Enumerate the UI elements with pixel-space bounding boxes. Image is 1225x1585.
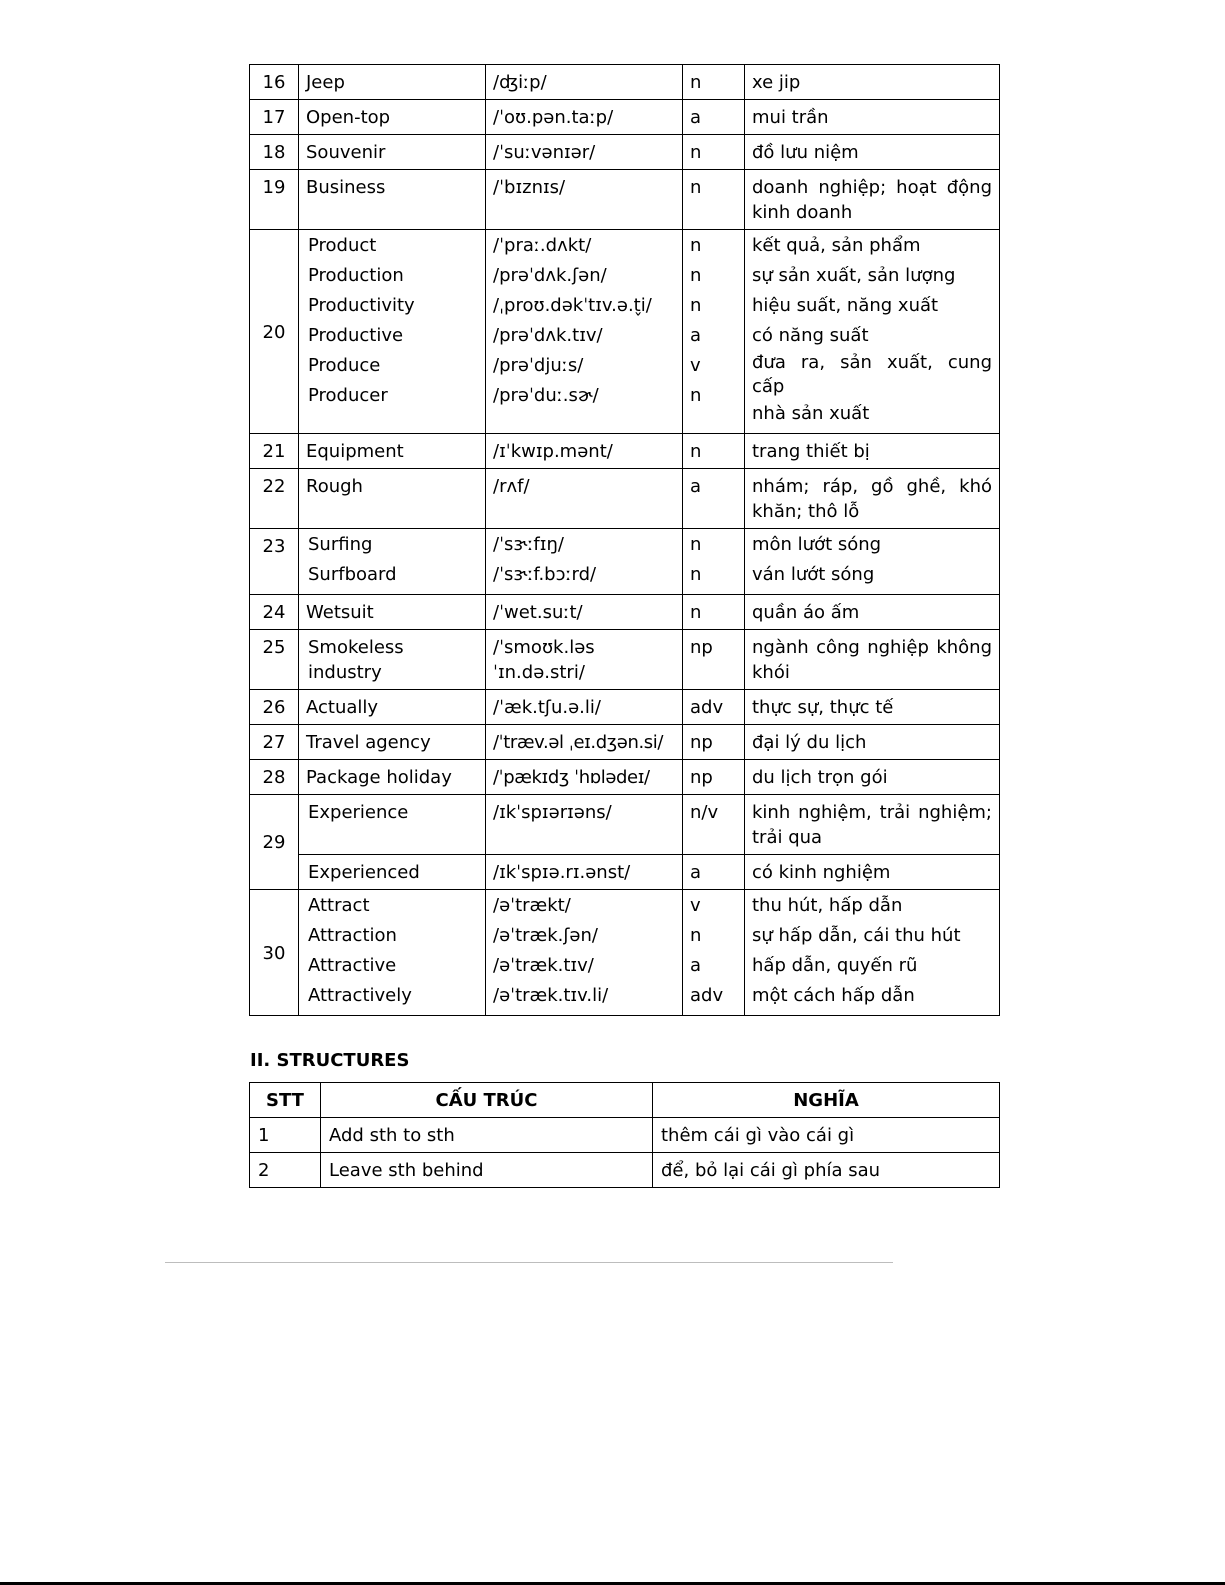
table-row (250, 434, 1000, 469)
stt: 1 (250, 1118, 321, 1153)
word: Attractively (308, 985, 412, 1006)
word: Rough (299, 469, 486, 529)
stt: 2 (250, 1153, 321, 1188)
row-number: 28 (250, 760, 299, 795)
word: Productivity (308, 295, 415, 316)
ipa: /ˈoʊ.pən.taːp/ (486, 100, 683, 135)
row-number: 19 (250, 170, 299, 230)
meaning: thu hút, hấp dẫn (752, 895, 903, 916)
word: Package holiday (299, 760, 486, 795)
meaning: nhà sản xuất (752, 403, 870, 424)
row-number: 18 (250, 135, 299, 170)
structures-table (249, 1082, 1000, 1188)
word: Business (299, 170, 486, 230)
part-of-speech: a (690, 955, 702, 976)
ipa: /ˈbɪznɪs/ (486, 170, 683, 230)
part-of-speech: a (683, 469, 745, 529)
word: Experienced (299, 855, 486, 890)
part-of-speech: v (690, 895, 701, 916)
ipa: /prəˈdʌk.ʃən/ (493, 265, 607, 286)
meaning: xe jip (745, 65, 1000, 100)
ipa: /ˈpækɪdʒ ˈhɒlədeɪ/ (486, 760, 683, 795)
ipa: /ˈsuːvənɪər/ (486, 135, 683, 170)
word: Productive (308, 325, 404, 346)
word: Equipment (299, 434, 486, 469)
table-row (250, 890, 1000, 1016)
table-row (250, 230, 1000, 434)
ipa: /prəˈdjuːs/ (493, 355, 584, 376)
ipa: /ˈpraː.dʌkt/ (493, 235, 592, 256)
part-of-speech: a (683, 100, 745, 135)
word: Producer (308, 385, 388, 406)
ipa: /ɪˈkwɪp.mənt/ (486, 434, 683, 469)
pos-list (683, 529, 745, 595)
word: Surfing (308, 534, 373, 555)
word: Smokeless industry (299, 630, 486, 690)
part-of-speech: n (690, 385, 702, 406)
table-row (250, 65, 1000, 100)
meaning: mui trần (745, 100, 1000, 135)
ipa-list (486, 890, 683, 1016)
ipa: /ˌproʊ.dəkˈtɪv.ə.t̬i/ (493, 295, 652, 316)
word: Production (308, 265, 404, 286)
meaning: đưa ra, sản xuất, cung cấp (752, 352, 992, 397)
row-number: 26 (250, 690, 299, 725)
meaning-list (745, 529, 1000, 595)
header-row (250, 1083, 1000, 1118)
table-row (250, 469, 1000, 529)
ipa: /ˈæk.tʃu.ə.li/ (486, 690, 683, 725)
table-row (250, 529, 1000, 595)
word: Surfboard (308, 564, 397, 585)
word: Souvenir (299, 135, 486, 170)
meaning: trang thiết bị (745, 434, 1000, 469)
part-of-speech: n (683, 65, 745, 100)
row-number: 20 (250, 230, 299, 434)
meaning: môn lướt sóng (752, 534, 882, 555)
table-row (250, 690, 1000, 725)
part-of-speech: np (683, 725, 745, 760)
meaning: ngành công nghiệp không khói (745, 630, 1000, 690)
ipa-list (486, 230, 683, 434)
part-of-speech: n (683, 434, 745, 469)
word: Attractive (308, 955, 397, 976)
word: Travel agency (299, 725, 486, 760)
part-of-speech: n (690, 534, 702, 555)
meaning: để, bỏ lại cái gì phía sau (653, 1153, 1000, 1188)
part-of-speech: v (690, 355, 701, 376)
row-number: 21 (250, 434, 299, 469)
table-row (250, 595, 1000, 630)
meaning: đồ lưu niệm (745, 135, 1000, 170)
meaning: du lịch trọn gói (745, 760, 1000, 795)
column-header: NGHĨA (653, 1083, 1000, 1118)
meaning: một cách hấp dẫn (752, 985, 915, 1006)
word: Actually (299, 690, 486, 725)
ipa: /rʌf/ (486, 469, 683, 529)
meaning-list (745, 230, 1000, 434)
part-of-speech: a (690, 325, 702, 346)
meaning: có năng suất (752, 325, 869, 346)
part-of-speech: adv (690, 985, 724, 1006)
word: Produce (308, 355, 381, 376)
word-list (299, 230, 486, 434)
meaning: có kinh nghiệm (745, 855, 1000, 890)
structure: Add sth to sth (321, 1118, 653, 1153)
ipa: /prəˈduː.sɚ/ (493, 385, 599, 406)
footer-divider (165, 1262, 893, 1263)
ipa: /əˈtrækt/ (493, 895, 571, 916)
part-of-speech: n (690, 265, 702, 286)
part-of-speech: n (683, 595, 745, 630)
ipa: /ɪkˈspɪə.rɪ.ənst/ (486, 855, 683, 890)
word: Attraction (308, 925, 397, 946)
word: Open-top (299, 100, 486, 135)
row-number: 24 (250, 595, 299, 630)
column-header: STT (250, 1083, 321, 1118)
ipa: /əˈtræk.ʃən/ (493, 925, 598, 946)
row-number: 27 (250, 725, 299, 760)
row-number: 17 (250, 100, 299, 135)
row-number: 29 (250, 795, 299, 890)
meaning: doanh nghiệp; hoạt động kinh doanh (745, 170, 1000, 230)
ipa: /əˈtræk.tɪv/ (493, 955, 594, 976)
part-of-speech: adv (683, 690, 745, 725)
meaning: hấp dẫn, quyến rũ (752, 955, 918, 976)
table-row (250, 630, 1000, 690)
table-row (250, 725, 1000, 760)
ipa-list (486, 529, 683, 595)
section-heading: II. STRUCTURES (250, 1050, 410, 1071)
word: Wetsuit (299, 595, 486, 630)
ipa: /əˈtræk.tɪv.li/ (493, 985, 609, 1006)
meaning: thêm cái gì vào cái gì (653, 1118, 1000, 1153)
column-header: CẤU TRÚC (321, 1083, 653, 1118)
ipa: /ʤiːp/ (486, 65, 683, 100)
part-of-speech: a (683, 855, 745, 890)
meaning: hiệu suất, năng xuất (752, 295, 939, 316)
row-number: 16 (250, 65, 299, 100)
table-row (250, 855, 1000, 890)
meaning: kinh nghiệm, trải nghiệm; trải qua (745, 795, 1000, 855)
meaning: nhám; ráp, gồ ghề, khó khăn; thô lỗ (745, 469, 1000, 529)
word: Attract (308, 895, 370, 916)
pos-list (683, 890, 745, 1016)
pos-list (683, 230, 745, 434)
table-row (250, 1153, 1000, 1188)
meaning: quần áo ấm (745, 595, 1000, 630)
word: Product (308, 235, 377, 256)
ipa: /prəˈdʌk.tɪv/ (493, 325, 603, 346)
word: Jeep (299, 65, 486, 100)
structure: Leave sth behind (321, 1153, 653, 1188)
meaning: kết quả, sản phẩm (752, 235, 921, 256)
word-list (299, 529, 486, 595)
ipa: /ˈsɝːf.bɔːrd/ (493, 564, 597, 585)
table-row (250, 1118, 1000, 1153)
table-row (250, 100, 1000, 135)
part-of-speech: n (683, 170, 745, 230)
part-of-speech: np (683, 760, 745, 795)
part-of-speech: n (690, 925, 702, 946)
ipa: /ˈwet.suːt/ (486, 595, 683, 630)
part-of-speech: np (683, 630, 745, 690)
ipa: /ˈsmoʊk.ləs ˈɪn.də.stri/ (486, 630, 683, 690)
part-of-speech: n (690, 564, 702, 585)
part-of-speech: n (690, 235, 702, 256)
row-number: 25 (250, 630, 299, 690)
row-number: 23 (250, 529, 299, 595)
table-row (250, 170, 1000, 230)
part-of-speech: n (683, 135, 745, 170)
row-number: 22 (250, 469, 299, 529)
table-row (250, 760, 1000, 795)
meaning: sự hấp dẫn, cái thu hút (752, 925, 961, 946)
meaning-list (745, 890, 1000, 1016)
word-list (299, 890, 486, 1016)
meaning: thực sự, thực tế (745, 690, 1000, 725)
table-row (250, 795, 1000, 855)
ipa: /ˈsɝːfɪŋ/ (493, 534, 564, 555)
meaning: ván lướt sóng (752, 564, 875, 585)
meaning: sự sản xuất, sản lượng (752, 265, 956, 286)
row-number: 30 (250, 890, 299, 1016)
ipa: /ˈtræv.əl ˌeɪ.dʒən.si/ (486, 725, 683, 760)
word: Experience (299, 795, 486, 855)
meaning: đại lý du lịch (745, 725, 1000, 760)
ipa: /ɪkˈspɪərɪəns/ (486, 795, 683, 855)
vocabulary-table (249, 64, 1000, 1016)
part-of-speech: n (690, 295, 702, 316)
part-of-speech: n/v (683, 795, 745, 855)
table-row (250, 135, 1000, 170)
